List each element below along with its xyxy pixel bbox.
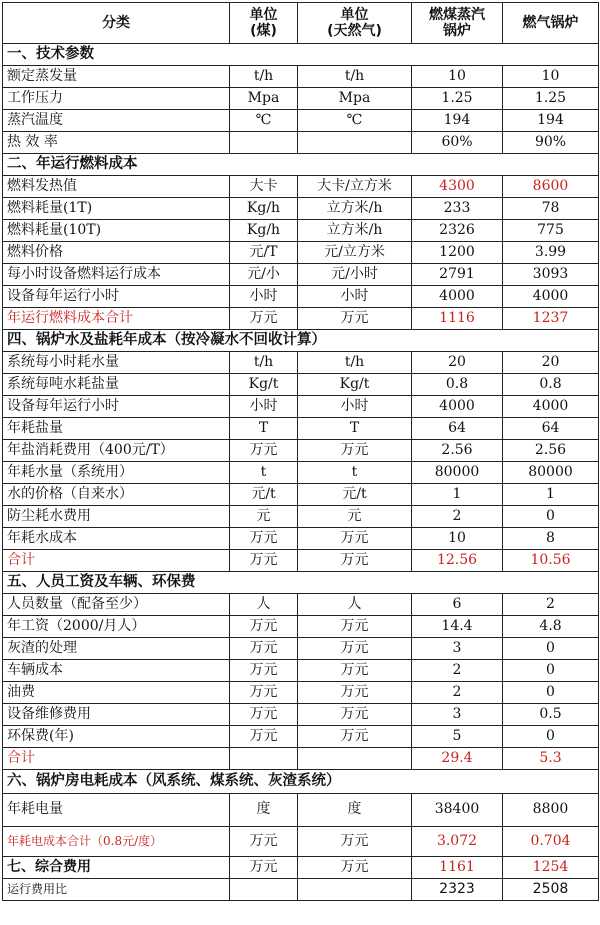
row-name: 燃料发热值 — [3, 176, 230, 198]
unit-gas-cell: 万元 — [298, 616, 412, 638]
header-category: 分类 — [3, 3, 230, 44]
table-row — [3, 66, 599, 88]
table-row — [3, 638, 599, 660]
unit-gas-cell: 万元 — [298, 528, 412, 550]
row-name: 年耗电成本合计（0.8元/度） — [3, 827, 230, 857]
coal-value-cell: 38400 — [412, 794, 503, 827]
gas-value-cell: 3093 — [503, 264, 599, 286]
table-row — [3, 110, 599, 132]
coal-value-cell: 3 — [412, 704, 503, 726]
unit-gas-cell: 万元 — [298, 638, 412, 660]
table-row — [3, 396, 599, 418]
unit-gas-cell: Mpa — [298, 88, 412, 110]
row-name: 系统每小时耗水量 — [3, 352, 230, 374]
table-row — [3, 794, 599, 827]
table-row — [3, 484, 599, 506]
row-name: 年工资（2000/月人） — [3, 616, 230, 638]
header-row — [3, 3, 599, 44]
coal-value-cell: 14.4 — [412, 616, 503, 638]
coal-value-cell: 1.25 — [412, 88, 503, 110]
coal-value-cell: 12.56 — [412, 550, 503, 572]
table-row — [3, 879, 599, 901]
table-row — [3, 286, 599, 308]
unit-gas-cell: 万元 — [298, 550, 412, 572]
row-name: 年运行燃料成本合计 — [3, 308, 230, 330]
section-row — [3, 572, 599, 594]
section-row — [3, 330, 599, 352]
gas-value-cell: 0.704 — [503, 827, 599, 857]
unit-coal-cell: 万元 — [230, 550, 298, 572]
gas-value-cell: 10.56 — [503, 550, 599, 572]
gas-value-cell: 5.3 — [503, 748, 599, 770]
unit-coal-cell: 万元 — [230, 308, 298, 330]
table-row — [3, 88, 599, 110]
section-title: 六、锅炉房电耗成本（风系统、煤系统、灰渣系统） — [3, 770, 599, 794]
unit-gas-cell: 元/小时 — [298, 264, 412, 286]
gas-value-cell: 0 — [503, 660, 599, 682]
gas-value-cell: 194 — [503, 110, 599, 132]
coal-value-cell: 10 — [412, 528, 503, 550]
gas-value-cell: 20 — [503, 352, 599, 374]
unit-coal-cell: Mpa — [230, 88, 298, 110]
coal-value-cell: 194 — [412, 110, 503, 132]
coal-value-cell: 233 — [412, 198, 503, 220]
table-row — [3, 550, 599, 572]
gas-value-cell: 2.56 — [503, 440, 599, 462]
row-name: 合计 — [3, 550, 230, 572]
unit-coal-cell: t/h — [230, 66, 298, 88]
row-name: 年盐消耗费用（400元/T） — [3, 440, 230, 462]
table-body — [3, 3, 599, 901]
unit-gas-cell: 万元 — [298, 704, 412, 726]
gas-value-cell: 0.8 — [503, 374, 599, 396]
table-row — [3, 132, 599, 154]
unit-coal-cell: 万元 — [230, 704, 298, 726]
unit-coal-cell: 万元 — [230, 857, 298, 879]
table-row — [3, 827, 599, 857]
unit-coal-cell — [230, 132, 298, 154]
section-row — [3, 44, 599, 66]
coal-value-cell: 6 — [412, 594, 503, 616]
gas-value-cell: 0 — [503, 726, 599, 748]
table-row — [3, 440, 599, 462]
gas-value-cell: 8 — [503, 528, 599, 550]
coal-value-cell: 64 — [412, 418, 503, 440]
coal-value-cell: 3.072 — [412, 827, 503, 857]
unit-coal-cell: 万元 — [230, 682, 298, 704]
coal-value-cell: 4000 — [412, 396, 503, 418]
unit-gas-cell: t/h — [298, 66, 412, 88]
row-name: 油费 — [3, 682, 230, 704]
unit-gas-cell: Kg/t — [298, 374, 412, 396]
unit-gas-cell: 万元 — [298, 726, 412, 748]
coal-value-cell: 1116 — [412, 308, 503, 330]
unit-gas-cell: 度 — [298, 794, 412, 827]
coal-value-cell: 1200 — [412, 242, 503, 264]
table-row — [3, 308, 599, 330]
unit-gas-cell: 元/立方米 — [298, 242, 412, 264]
unit-coal-cell: T — [230, 418, 298, 440]
unit-coal-cell: 万元 — [230, 528, 298, 550]
gas-value-cell: 4000 — [503, 286, 599, 308]
table-row — [3, 857, 599, 879]
gas-value-cell: 0 — [503, 506, 599, 528]
coal-value-cell: 1 — [412, 484, 503, 506]
unit-gas-cell: 大卡/立方米 — [298, 176, 412, 198]
table-row — [3, 660, 599, 682]
boiler-cost-comparison-table — [2, 2, 599, 901]
gas-value-cell: 775 — [503, 220, 599, 242]
row-name: 蒸汽温度 — [3, 110, 230, 132]
gas-value-cell: 8600 — [503, 176, 599, 198]
row-name: 年耗水量（系统用） — [3, 462, 230, 484]
table-row — [3, 198, 599, 220]
table-row — [3, 220, 599, 242]
gas-value-cell: 64 — [503, 418, 599, 440]
unit-gas-cell: 万元 — [298, 660, 412, 682]
unit-coal-cell: 万元 — [230, 616, 298, 638]
coal-value-cell: 2 — [412, 682, 503, 704]
row-name: 年耗水成本 — [3, 528, 230, 550]
row-name: 设备每年运行小时 — [3, 396, 230, 418]
unit-gas-cell: ℃ — [298, 110, 412, 132]
row-name: 热 效 率 — [3, 132, 230, 154]
table-row — [3, 418, 599, 440]
row-name: 运行费用比 — [3, 879, 230, 901]
unit-gas-cell: 万元 — [298, 308, 412, 330]
unit-coal-cell — [230, 879, 298, 901]
coal-value-cell: 4300 — [412, 176, 503, 198]
unit-coal-cell: 万元 — [230, 726, 298, 748]
table-row — [3, 616, 599, 638]
gas-value-cell: 1.25 — [503, 88, 599, 110]
coal-value-cell: 2 — [412, 660, 503, 682]
unit-gas-cell: 万元 — [298, 440, 412, 462]
table-row — [3, 176, 599, 198]
coal-value-cell: 4000 — [412, 286, 503, 308]
coal-value-cell: 2326 — [412, 220, 503, 242]
unit-coal-cell — [230, 748, 298, 770]
unit-coal-cell: 元 — [230, 506, 298, 528]
section-row — [3, 770, 599, 794]
row-name: 额定蒸发量 — [3, 66, 230, 88]
unit-coal-cell: 元/t — [230, 484, 298, 506]
unit-coal-cell: t/h — [230, 352, 298, 374]
table-row — [3, 264, 599, 286]
section-title: 四、锅炉水及盐耗年成本（按冷凝水不回收计算） — [3, 330, 599, 352]
table-row — [3, 242, 599, 264]
unit-gas-cell: 万元 — [298, 827, 412, 857]
row-name: 防尘耗水费用 — [3, 506, 230, 528]
table-row — [3, 594, 599, 616]
row-name: 每小时设备燃料运行成本 — [3, 264, 230, 286]
header-unit-gas: 单位 (天然气) — [298, 3, 412, 44]
row-name: 年耗盐量 — [3, 418, 230, 440]
table-row — [3, 528, 599, 550]
unit-gas-cell: 人 — [298, 594, 412, 616]
coal-value-cell: 80000 — [412, 462, 503, 484]
row-name: 年耗电量 — [3, 794, 230, 827]
coal-value-cell: 60% — [412, 132, 503, 154]
section-row — [3, 154, 599, 176]
unit-gas-cell: 小时 — [298, 286, 412, 308]
unit-gas-cell: 元/t — [298, 484, 412, 506]
row-name: 工作压力 — [3, 88, 230, 110]
coal-value-cell: 10 — [412, 66, 503, 88]
header-gas-boiler: 燃气锅炉 — [503, 3, 599, 44]
gas-value-cell: 90% — [503, 132, 599, 154]
row-name: 环保费(年) — [3, 726, 230, 748]
coal-value-cell: 2791 — [412, 264, 503, 286]
unit-gas-cell: T — [298, 418, 412, 440]
coal-value-cell: 5 — [412, 726, 503, 748]
unit-coal-cell: 万元 — [230, 440, 298, 462]
row-name: 设备每年运行小时 — [3, 286, 230, 308]
gas-value-cell: 80000 — [503, 462, 599, 484]
row-name: 合计 — [3, 748, 230, 770]
unit-coal-cell: 大卡 — [230, 176, 298, 198]
gas-value-cell: 2508 — [503, 879, 599, 901]
table-row — [3, 748, 599, 770]
section-title: 一、技术参数 — [3, 44, 599, 66]
gas-value-cell: 78 — [503, 198, 599, 220]
table-row — [3, 726, 599, 748]
coal-value-cell: 2.56 — [412, 440, 503, 462]
unit-coal-cell: 度 — [230, 794, 298, 827]
header-unit-coal: 单位 (煤) — [230, 3, 298, 44]
table-row — [3, 704, 599, 726]
row-name: 车辆成本 — [3, 660, 230, 682]
table-row — [3, 374, 599, 396]
gas-value-cell: 3.99 — [503, 242, 599, 264]
section-title: 五、人员工资及车辆、环保费 — [3, 572, 599, 594]
unit-gas-cell: 元 — [298, 506, 412, 528]
gas-value-cell: 10 — [503, 66, 599, 88]
unit-coal-cell: 元/T — [230, 242, 298, 264]
unit-gas-cell — [298, 132, 412, 154]
gas-value-cell: 0 — [503, 682, 599, 704]
gas-value-cell: 2 — [503, 594, 599, 616]
table-row — [3, 506, 599, 528]
row-name: 设备维修费用 — [3, 704, 230, 726]
unit-gas-cell: t/h — [298, 352, 412, 374]
row-name: 燃料耗量(10T) — [3, 220, 230, 242]
gas-value-cell: 0 — [503, 638, 599, 660]
row-name: 燃料耗量(1T) — [3, 198, 230, 220]
header-coal-boiler: 燃煤蒸汽 锅炉 — [412, 3, 503, 44]
unit-coal-cell: ℃ — [230, 110, 298, 132]
unit-gas-cell — [298, 748, 412, 770]
gas-value-cell: 1237 — [503, 308, 599, 330]
unit-coal-cell: 人 — [230, 594, 298, 616]
coal-value-cell: 1161 — [412, 857, 503, 879]
unit-gas-cell: 万元 — [298, 857, 412, 879]
row-name: 人员数量（配备至少） — [3, 594, 230, 616]
coal-value-cell: 3 — [412, 638, 503, 660]
table-row — [3, 352, 599, 374]
unit-gas-cell: 立方米/h — [298, 198, 412, 220]
coal-value-cell: 20 — [412, 352, 503, 374]
row-name: 燃料价格 — [3, 242, 230, 264]
unit-gas-cell: 万元 — [298, 682, 412, 704]
unit-coal-cell: t — [230, 462, 298, 484]
coal-value-cell: 2323 — [412, 879, 503, 901]
coal-value-cell: 0.8 — [412, 374, 503, 396]
gas-value-cell: 1254 — [503, 857, 599, 879]
row-name: 灰渣的处理 — [3, 638, 230, 660]
unit-coal-cell: 万元 — [230, 660, 298, 682]
unit-gas-cell: t — [298, 462, 412, 484]
coal-value-cell: 2 — [412, 506, 503, 528]
unit-coal-cell: 小时 — [230, 286, 298, 308]
coal-value-cell: 29.4 — [412, 748, 503, 770]
unit-coal-cell: Kg/t — [230, 374, 298, 396]
section-title: 二、年运行燃料成本 — [3, 154, 599, 176]
unit-coal-cell: Kg/h — [230, 198, 298, 220]
unit-coal-cell: 元/小 — [230, 264, 298, 286]
row-name: 水的价格（自来水） — [3, 484, 230, 506]
unit-gas-cell — [298, 879, 412, 901]
gas-value-cell: 4000 — [503, 396, 599, 418]
unit-coal-cell: 万元 — [230, 638, 298, 660]
unit-gas-cell: 小时 — [298, 396, 412, 418]
row-name: 七、综合费用 — [3, 857, 230, 879]
gas-value-cell: 1 — [503, 484, 599, 506]
unit-coal-cell: Kg/h — [230, 220, 298, 242]
table-row — [3, 682, 599, 704]
unit-gas-cell: 立方米/h — [298, 220, 412, 242]
gas-value-cell: 4.8 — [503, 616, 599, 638]
unit-coal-cell: 万元 — [230, 827, 298, 857]
unit-coal-cell: 小时 — [230, 396, 298, 418]
gas-value-cell: 8800 — [503, 794, 599, 827]
table-row — [3, 462, 599, 484]
gas-value-cell: 0.5 — [503, 704, 599, 726]
row-name: 系统每吨水耗盐量 — [3, 374, 230, 396]
